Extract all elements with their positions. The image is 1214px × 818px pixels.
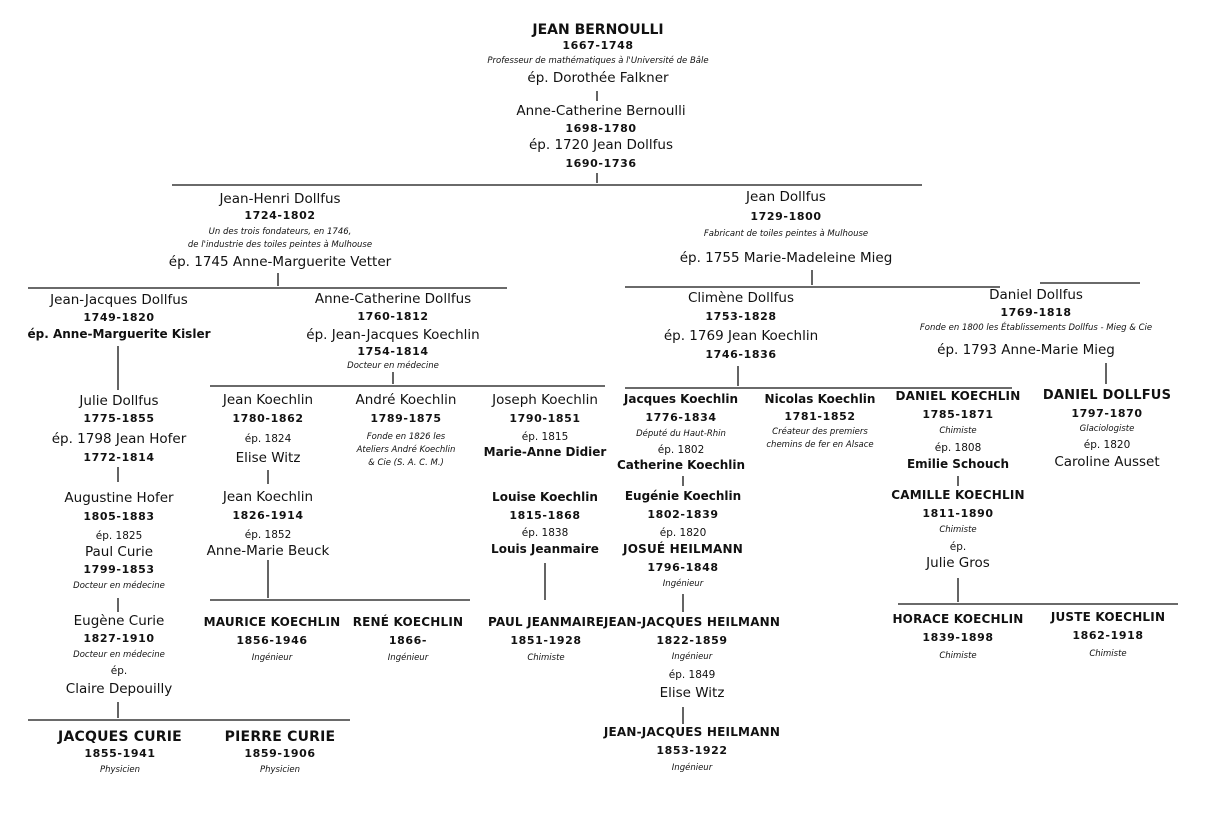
jacques-koechlin-spouse: Catherine Koechlin	[616, 458, 746, 472]
ac-dollfus-dates: 1760-1812	[357, 310, 429, 323]
louise-koechlin-ep: ép. 1838	[521, 527, 569, 539]
nicolas-name: Nicolas Koechlin	[764, 392, 876, 406]
juste-note: Chimiste	[1089, 649, 1127, 659]
andre-koechlin-note2: Ateliers André Koechlin	[356, 445, 456, 455]
jacques-koechlin-ep: ép. 1802	[657, 444, 705, 456]
jj-heilmann-b-note: Ingénieur	[671, 763, 713, 773]
augustine-spouse: Paul Curie	[85, 544, 153, 560]
jj-heilmann-b-name: JEAN-JACQUES HEILMANN	[603, 725, 781, 739]
eugene-ep: ép.	[110, 665, 128, 677]
maurice-name: MAURICE KOECHLIN	[203, 615, 341, 629]
daniel-dollfus-b-ep: ép. 1820	[1083, 439, 1131, 451]
climene-dates: 1753-1828	[705, 310, 777, 323]
eugenie-ep: ép. 1820	[659, 527, 707, 539]
juste-name: JUSTE KOECHLIN	[1050, 610, 1166, 624]
eugene-spouse: Claire Depouilly	[65, 681, 173, 697]
jacques-koechlin-name: Jacques Koechlin	[623, 392, 739, 406]
jean-henri-note1: Un des trois fondateurs, en 1746,	[208, 227, 352, 237]
climene-spouse-dates: 1746-1836	[705, 348, 777, 361]
jean-henri-name: Jean-Henri Dollfus	[219, 191, 341, 207]
joseph-koechlin-ep: ép. 1815	[521, 431, 569, 443]
camille-note: Chimiste	[939, 525, 977, 535]
horace-dates: 1839-1898	[922, 631, 994, 644]
jj-heilmann-a-dates: 1822-1859	[656, 634, 728, 647]
andre-koechlin-note1: Fonde en 1826 les	[366, 432, 446, 442]
ac-dollfus-spouse-dates: 1754-1814	[357, 345, 429, 358]
jean-koechlin-b-name: Jean Koechlin	[222, 489, 314, 505]
root-name: JEAN BERNOULLI	[532, 22, 664, 38]
jean-koechlin-a-spouse: Elise Witz	[235, 450, 301, 466]
jj-heilmann-a-spouse: Elise Witz	[659, 685, 725, 701]
pierre-curie-name: PIERRE CURIE	[224, 729, 336, 745]
daniel-dollfus-b-name: DANIEL DOLLFUS	[1042, 388, 1172, 403]
joseph-koechlin-dates: 1790-1851	[509, 412, 581, 425]
jacques-koechlin-dates: 1776-1834	[645, 411, 717, 424]
daniel-dollfus-name: Daniel Dollfus	[989, 287, 1083, 303]
ac-dollfus-spouse-note: Docteur en médecine	[347, 361, 439, 371]
jean-henri-spouse: ép. 1745 Anne-Marguerite Vetter	[168, 254, 392, 270]
maurice-note: Ingénieur	[251, 653, 293, 663]
ac-dollfus-name: Anne-Catherine Dollfus	[314, 291, 472, 307]
gen1-spouse-dates: 1690-1736	[565, 157, 637, 170]
daniel-koechlin-dates: 1785-1871	[922, 408, 994, 421]
daniel-dollfus-b-note: Glaciologiste	[1079, 424, 1135, 434]
root-dates: 1667-1748	[562, 39, 634, 52]
eugenie-dates: 1802-1839	[647, 508, 719, 521]
jean-koechlin-b-dates: 1826-1914	[232, 509, 304, 522]
louise-koechlin-name: Louise Koechlin	[492, 490, 598, 504]
jean-koechlin-a-ep: ép. 1824	[244, 433, 292, 445]
camille-spouse: Julie Gros	[926, 555, 990, 571]
julie-spouse-dates: 1772-1814	[83, 451, 155, 464]
andre-koechlin-dates: 1789-1875	[370, 412, 442, 425]
climene-spouse: ép. 1769 Jean Koechlin	[663, 328, 819, 344]
daniel-dollfus-b-dates: 1797-1870	[1071, 407, 1143, 420]
jj-heilmann-a-name: JEAN-JACQUES HEILMANN	[603, 615, 781, 629]
nicolas-note2: chemins de fer en Alsace	[766, 440, 874, 450]
camille-name: CAMILLE KOECHLIN	[891, 488, 1025, 502]
pierre-curie-dates: 1859-1906	[244, 747, 316, 760]
nicolas-note1: Créateur des premiers	[772, 427, 868, 437]
root-spouse: ép. Dorothée Falkner	[527, 70, 669, 86]
daniel-koechlin-name: DANIEL KOECHLIN	[895, 389, 1021, 403]
jean-koechlin-b-ep: ép. 1852	[244, 529, 292, 541]
eugene-name: Eugène Curie	[73, 613, 165, 629]
augustine-ep: ép. 1825	[95, 530, 143, 542]
paul-jeanmaire-dates: 1851-1928	[510, 634, 582, 647]
camille-dates: 1811-1890	[922, 507, 994, 520]
eugene-dates: 1827-1910	[83, 632, 155, 645]
rene-dates: 1866-	[388, 634, 428, 647]
eugenie-spouse-dates: 1796-1848	[647, 561, 719, 574]
daniel-koechlin-ep: ép. 1808	[934, 442, 982, 454]
augustine-dates: 1805-1883	[83, 510, 155, 523]
jean-dollfus-spouse: ép. 1755 Marie-Madeleine Mieg	[679, 250, 893, 266]
gen1-dates: 1698-1780	[565, 122, 637, 135]
eugene-note: Docteur en médecine	[73, 650, 165, 660]
jacques-curie-dates: 1855-1941	[84, 747, 156, 760]
gen1-name: Anne-Catherine Bernoulli	[516, 103, 686, 119]
juste-dates: 1862-1918	[1072, 629, 1144, 642]
eugenie-spouse-note: Ingénieur	[662, 579, 704, 589]
augustine-name: Augustine Hofer	[64, 490, 174, 506]
daniel-dollfus-spouse: ép. 1793 Anne-Marie Mieg	[937, 342, 1115, 358]
julie-name: Julie Dollfus	[79, 393, 159, 409]
jacques-curie-name: JACQUES CURIE	[58, 729, 182, 745]
jean-henri-dates: 1724-1802	[244, 209, 316, 222]
gen1-spouse: ép. 1720 Jean Dollfus	[528, 137, 674, 153]
jean-dollfus-dates: 1729-1800	[750, 210, 822, 223]
paul-jeanmaire-note: Chimiste	[527, 653, 565, 663]
daniel-dollfus-note: Fonde en 1800 les Établissements Dollfus - Mieg & Cie	[919, 323, 1153, 333]
nicolas-dates: 1781-1852	[784, 410, 856, 423]
louise-koechlin-spouse: Louis Jeanmaire	[491, 542, 599, 556]
paul-jeanmaire-name: PAUL JEANMAIRE	[487, 615, 605, 629]
camille-ep: ép.	[949, 541, 967, 553]
pierre-curie-note: Physicien	[260, 765, 300, 775]
horace-note: Chimiste	[939, 651, 977, 661]
louise-koechlin-dates: 1815-1868	[509, 509, 581, 522]
eugenie-name: Eugénie Koechlin	[624, 489, 742, 503]
jacques-koechlin-note: Député du Haut-Rhin	[636, 429, 726, 439]
jean-koechlin-a-name: Jean Koechlin	[222, 392, 314, 408]
jj-heilmann-b-dates: 1853-1922	[656, 744, 728, 757]
jean-henri-note2: de l'industrie des toiles peintes à Mulhouse	[187, 240, 373, 250]
joseph-koechlin-spouse: Marie-Anne Didier	[483, 445, 607, 459]
climene-name: Climène Dollfus	[687, 290, 795, 306]
daniel-koechlin-spouse: Emilie Schouch	[906, 457, 1010, 471]
daniel-dollfus-dates: 1769-1818	[1000, 306, 1072, 319]
jj-dollfus-dates: 1749-1820	[83, 311, 155, 324]
jean-dollfus-name: Jean Dollfus	[746, 189, 826, 205]
joseph-koechlin-name: Joseph Koechlin	[492, 392, 598, 408]
daniel-dollfus-b-spouse: Caroline Ausset	[1054, 454, 1160, 470]
root-note: Professeur de mathématiques à l'Université de Bâle	[487, 56, 709, 66]
jean-koechlin-b-spouse: Anne-Marie Beuck	[206, 543, 330, 559]
jacques-curie-note: Physicien	[100, 765, 140, 775]
ac-dollfus-spouse: ép. Jean-Jacques Koechlin	[306, 327, 480, 343]
jj-heilmann-a-note: Ingénieur	[671, 652, 713, 662]
jean-dollfus-note: Fabricant de toiles peintes à Mulhouse	[703, 229, 869, 239]
augustine-spouse-dates: 1799-1853	[83, 563, 155, 576]
maurice-dates: 1856-1946	[236, 634, 308, 647]
rene-note: Ingénieur	[387, 653, 429, 663]
jj-dollfus-spouse: ép. Anne-Marguerite Kisler	[27, 327, 211, 341]
julie-spouse: ép. 1798 Jean Hofer	[51, 431, 187, 447]
horace-name: HORACE KOECHLIN	[892, 612, 1024, 626]
daniel-koechlin-note: Chimiste	[939, 426, 977, 436]
eugenie-spouse: JOSUÉ HEILMANN	[623, 542, 743, 556]
julie-dates: 1775-1855	[83, 412, 155, 425]
rene-name: RENÉ KOECHLIN	[352, 615, 464, 629]
andre-koechlin-name: André Koechlin	[355, 392, 457, 408]
augustine-spouse-note: Docteur en médecine	[73, 581, 165, 591]
jj-heilmann-a-ep: ép. 1849	[668, 669, 716, 681]
andre-koechlin-note3: & Cie (S. A. C. M.)	[368, 458, 444, 468]
jean-koechlin-a-dates: 1780-1862	[232, 412, 304, 425]
jj-dollfus-name: Jean-Jacques Dollfus	[50, 292, 188, 308]
